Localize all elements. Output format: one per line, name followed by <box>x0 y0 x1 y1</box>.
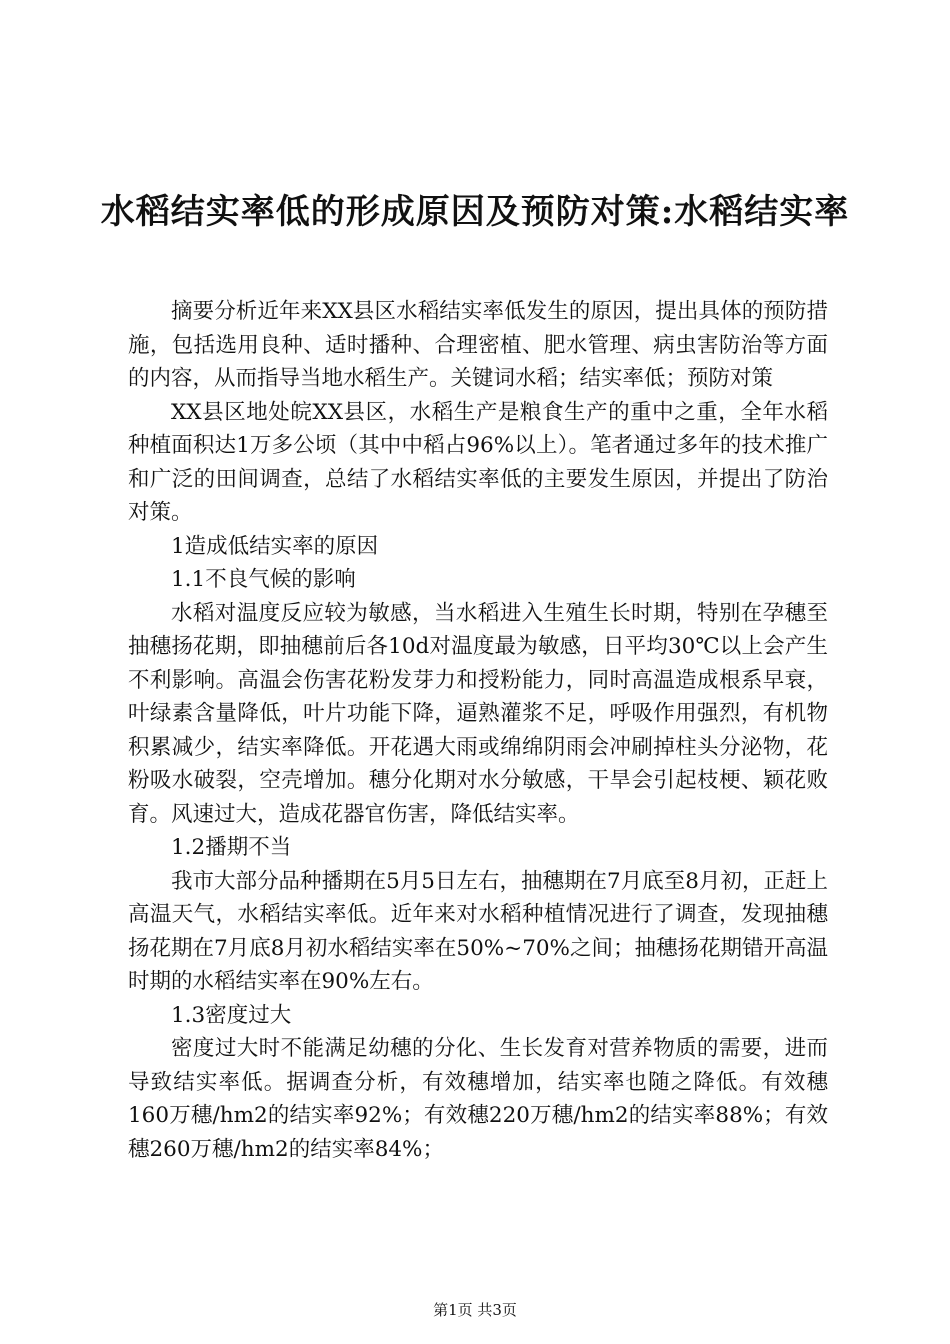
section-heading: 1造成低结实率的原因 <box>171 533 379 559</box>
subsection-heading: 1.1不良气候的影响 <box>171 567 356 592</box>
abstract-paragraph: 摘要分析近年来XX县区水稻结实率低发生的原因，提出具体的预防措施，包括选用良种、适时播种、合理密植、肥水管理、病虫害防治等方面的内容，从而指导当地水稻生产。关键词水稻；结实率低；预防对策 <box>128 299 828 391</box>
subsection-heading: 1.2播期不当 <box>171 835 292 860</box>
page-number-footer: 第1页 共3页 <box>433 1301 517 1319</box>
subsection-heading: 1.3密度过大 <box>171 1002 292 1028</box>
intro-paragraph: XX县区地处皖XX县区，水稻生产是粮食生产的重中之重，全年水稻种植面积达1万多公顷（其中中稻占96%以上）。笔者通过多年的技术推广和广泛的田间调查，总结了水稻结实率低的主要发生原因，并提出了防治对策。 <box>128 399 828 525</box>
body-paragraph: 密度过大时不能满足幼穗的分化、生长发育对营养物质的需要，进而导致结实率低。据调查分析，有效穗增加，结实率也随之降低。有效穗160万穗/hm2的结实率92%；有效穗220万穗/hm2的结实率88%；有效穗260万穗/hm2的结实率84%； <box>128 1036 828 1162</box>
body-paragraph: 我市大部分品种播期在5月5日左右，抽穗期在7月底至8月初，正赶上高温天气，水稻结实率低。近年来对水稻种植情况进行了调查，发现抽穗扬花期在7月底8月初水稻结实率在50%~70%之间；抽穗扬花期错开高温时期的水稻结实率在90%左右。 <box>128 868 829 994</box>
body-paragraph: 水稻对温度反应较为敏感，当水稻进入生殖生长时期，特别在孕穗至抽穗扬花期，即抽穗前后各10d对温度最为敏感，日平均30℃以上会产生不利影响。高温会伤害花粉发芽力和授粉能力，同时高温造成根系早衰，叶绿素含量降低，叶片功能下降，逼熟灌浆不足，呼吸作用强烈，有机物积累减少，结实率降低。开花遇大雨或绵绵阴雨会冲刷掉柱头分泌物，花粉吸水破裂，空壳增加。穗分化期对水分敏感，干旱会引起枝梗、颖花败育。风速过大，造成花器官伤害，降低结实率。 <box>128 600 828 827</box>
document-title: 水稻结实率低的形成原因及预防对策:水稻结实率 <box>100 192 850 232</box>
document-body <box>128 295 828 1166</box>
